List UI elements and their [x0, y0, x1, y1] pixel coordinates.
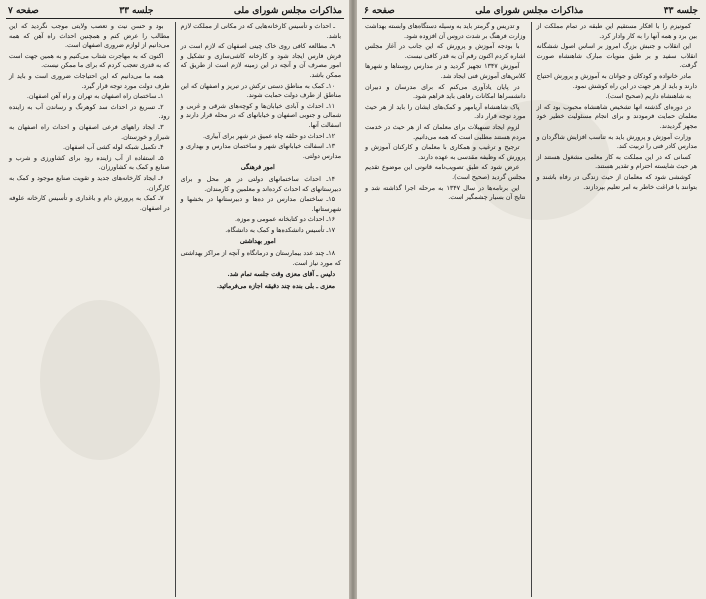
page-header — [362, 4, 700, 19]
paragraph: وزارت آموزش و پرورش باید به تناسب افزایش شاگردان و مدارس کادر فنی را تربیت کند. — [536, 133, 697, 151]
paragraph: ۱۰ـ کمک به مناطق دستی ترکش در تبریز و اصفهان که این مناطق از طرف دولت حمایت شوند. — [180, 82, 341, 100]
section-heading: امور بهداشتی — [239, 238, 276, 246]
column-rule — [531, 22, 532, 597]
left-page — [0, 0, 350, 599]
text-columns — [6, 22, 344, 597]
header-title: مذاکرات مجلس شورای ملی — [233, 6, 342, 16]
paragraph: کمونیزم را با افکار مستقیم این طبقه در تمام مملکت از بین برد و همه آنها را به کار وادار کرد. — [536, 23, 697, 40]
paragraph: ۶ـ ایجاد کارخانه‌های جدید و تقویت صنایع موجود و کمک به کارگران. — [9, 174, 170, 192]
paragraph: اکنون که به مهاجرت شتاب می‌کنیم و به همین جهت است که به قدری تعجب کردم که برای ما ممکن نیست. — [9, 52, 170, 70]
paragraph: عرض شود که طبق تصویب‌نامه قانونی این موضوع تقدیم مجلس گردید (صحیح است). — [365, 164, 526, 181]
paragraph: ۳ـ ایجاد راههای فرعی اصفهان و احداث راه اصفهان به شیراز و خوزستان. — [9, 123, 170, 141]
paragraph: کسانی که در این مملکت به کار معلمی مشغول هستند از هر حیث شایسته احترام و تقدیر هستند. — [536, 153, 697, 171]
paragraph: ۱۶ـ احداث دو کتابخانه عمومی و موزه. — [234, 216, 335, 224]
paragraph: ۲ـ تسریع در احداث سد کوهرنگ و رساندن آب به زاینده رود. — [9, 103, 170, 121]
header-session: جلسه ۳۳ — [119, 6, 154, 16]
paragraph: به شاهنشاه داریم (صحیح است). — [605, 93, 691, 101]
paragraph: مادر خانواده و کودکان و جوانان به آموزش و پرورش احتیاج دارند و باید از هر جهت در این راه کوشش نمود. — [536, 72, 697, 90]
paragraph: ۱۲ـ احداث دو حلقه چاه عمیق در شهر برای آبیاری. — [203, 132, 335, 140]
paragraph: ۱۳ـ اسفالت خیابانهای شهر و ساختمان مدارس و بهداری و مدارس دولتی. — [180, 143, 341, 160]
text-column — [534, 22, 701, 597]
section-heading: امور فرهنگی — [240, 164, 275, 172]
speaker-line: معزی ـ بلی بنده چند دقیقه اجازه می‌فرمائید. — [216, 282, 335, 290]
paragraph: پاک شاهنشاه آریامهر و کمک‌های ایشان را باید از هر حیث مورد توجه قرار داد. — [365, 103, 526, 121]
paragraph: این انقلاب و جنبش بزرگ امروز بر اساس اصول ششگانه انقلاب سفید و بر طبق منویات مبارک شاهنشاه صورت گرفت. — [536, 43, 697, 70]
text-column — [6, 22, 173, 597]
paragraph: ۱۵ـ ساختمان مدارس در ده‌ها و دبیرستانها در بخشها و شهرستانها. — [180, 196, 341, 213]
text-column — [362, 22, 529, 597]
paragraph: ۱۴ـ احداث ساختمانهای دولتی در هر محل و برای دبیرستانهای که احداث کرده‌اند و معلمین و کارمندان. — [180, 175, 341, 193]
paragraph: و تدریس و گرمتر باید به وسیله دستگاه‌های وابسته بهداشت وزارت فرهنگ بر شدت دروس آن افزوده شود. — [365, 23, 526, 40]
paragraph: ۱۱ـ احداث و آبادی خیابان‌ها و کوچه‌های شرقی و غربی و شمالی و جنوبی اصفهان و خیابانهای که در محله قرار دارند و اسفالت آنها. — [180, 102, 341, 129]
paragraph: در پایان یادآوری می‌کنم که برای مدرسان و دبیران دانشسراها امکانات رفاهی باید فراهم شود. — [365, 83, 526, 101]
text-columns — [362, 22, 700, 597]
header-title: مذاکرات مجلس شورای ملی — [475, 6, 584, 16]
paragraph: ۴ـ تکمیل شبکه لوله کشی آب اصفهان. — [62, 144, 164, 152]
column-rule — [175, 22, 176, 597]
paragraph: ۱۸ـ چند عدد بیمارستان و درمانگاه و آنچه از مراکز بهداشتی که مورد نیاز است. — [180, 250, 341, 267]
paragraph: ۱۷ـ تأسیس دانشکده‌ها و کمک به دانشگاه. — [225, 226, 335, 234]
paragraph: بود و حسن نیت و تعصب ولایتی موجب نگردید که این مطالب را عرض کنم و همچنین احداث راه آهن که همه می‌دانیم از لوازم ضروری اصفهان است. — [9, 23, 170, 50]
text-column — [178, 22, 345, 597]
paragraph: ۵ـ استفاده از آب زاینده رود برای کشاورزی و شرب و صنایع و کمک به کشاورزان. — [9, 154, 170, 172]
paragraph: آموزش ۱۳۴۷ تجهیز گردید و در مدارس روستاها و شهرها کلاس‌های آموزش فنی ایجاد شد. — [365, 63, 526, 80]
paragraph: همه ما می‌دانیم که این احتیاجات ضروری است و باید از طرف دولت مورد توجه قرار گیرد. — [9, 72, 170, 90]
paragraph: ـ احداث و تأسیس کارخانه‌هایی که در مکانی از مملکت لازم باشد. — [180, 23, 341, 40]
paragraph: با بودجه آموزش و پرورش که این جانب در آغاز مجلس اشاره کردم اکنون رقم آن به قدر کافی نیست. — [365, 43, 526, 60]
header-page-number: صفحه ۷ — [8, 6, 39, 16]
paragraph: در دوره‌ای گذشته انها تشخیص شاهنشاه محبوب بود که از معلمان حمایت فرمودند و برای انجام مسئولیت خطیر خود مجهز گردیدند. — [536, 103, 697, 130]
paragraph: کوششی شود که معلمان از حیث زندگی در رفاه باشند و بتوانند با فراغت خاطر به امر تعلیم بپردازند. — [536, 173, 697, 191]
paragraph: لزوم ایجاد تسهیلات برای معلمان که از هر حیث در خدمت مردم هستند مطلبی است که همه می‌دانیم. — [365, 123, 526, 141]
page-header — [6, 4, 344, 19]
header-page-number: صفحه ۶ — [364, 6, 395, 16]
speaker-line: دلیس ـ آقای معزی وقت جلسه تمام شد. — [227, 271, 335, 279]
paragraph: ترجیح و ترغیب و همکاری با معلمان و کارکنان آموزش و پرورش که وظیفه مقدسی به عهده دارند. — [365, 144, 526, 161]
paragraph: ۷ـ کمک به پرورش دام و باغداری و تأسیس کارخانه علوفه در اصفهان. — [9, 195, 170, 212]
right-page — [356, 0, 706, 599]
paragraph: ۱ـ ساختمان راه اصفهان به تهران و راه آهن اصفهان. — [26, 93, 164, 101]
paragraph: ۹ـ مطالعه کافی روی خاک چینی اصفهان که لازم است در فرش فارس ایجاد شود و کارخانه کاشی‌سازی و تشکیل و امور مصرف آن و آنچه در این زمینه لازم است از طریق که ممکن باشد. — [180, 43, 341, 79]
header-session: جلسه ۳۳ — [663, 6, 698, 16]
paragraph: این برنامه‌ها در سال ۱۳۴۷ به مرحله اجرا گذاشته شد و نتایج آن بسیار چشمگیر است. — [365, 184, 526, 202]
